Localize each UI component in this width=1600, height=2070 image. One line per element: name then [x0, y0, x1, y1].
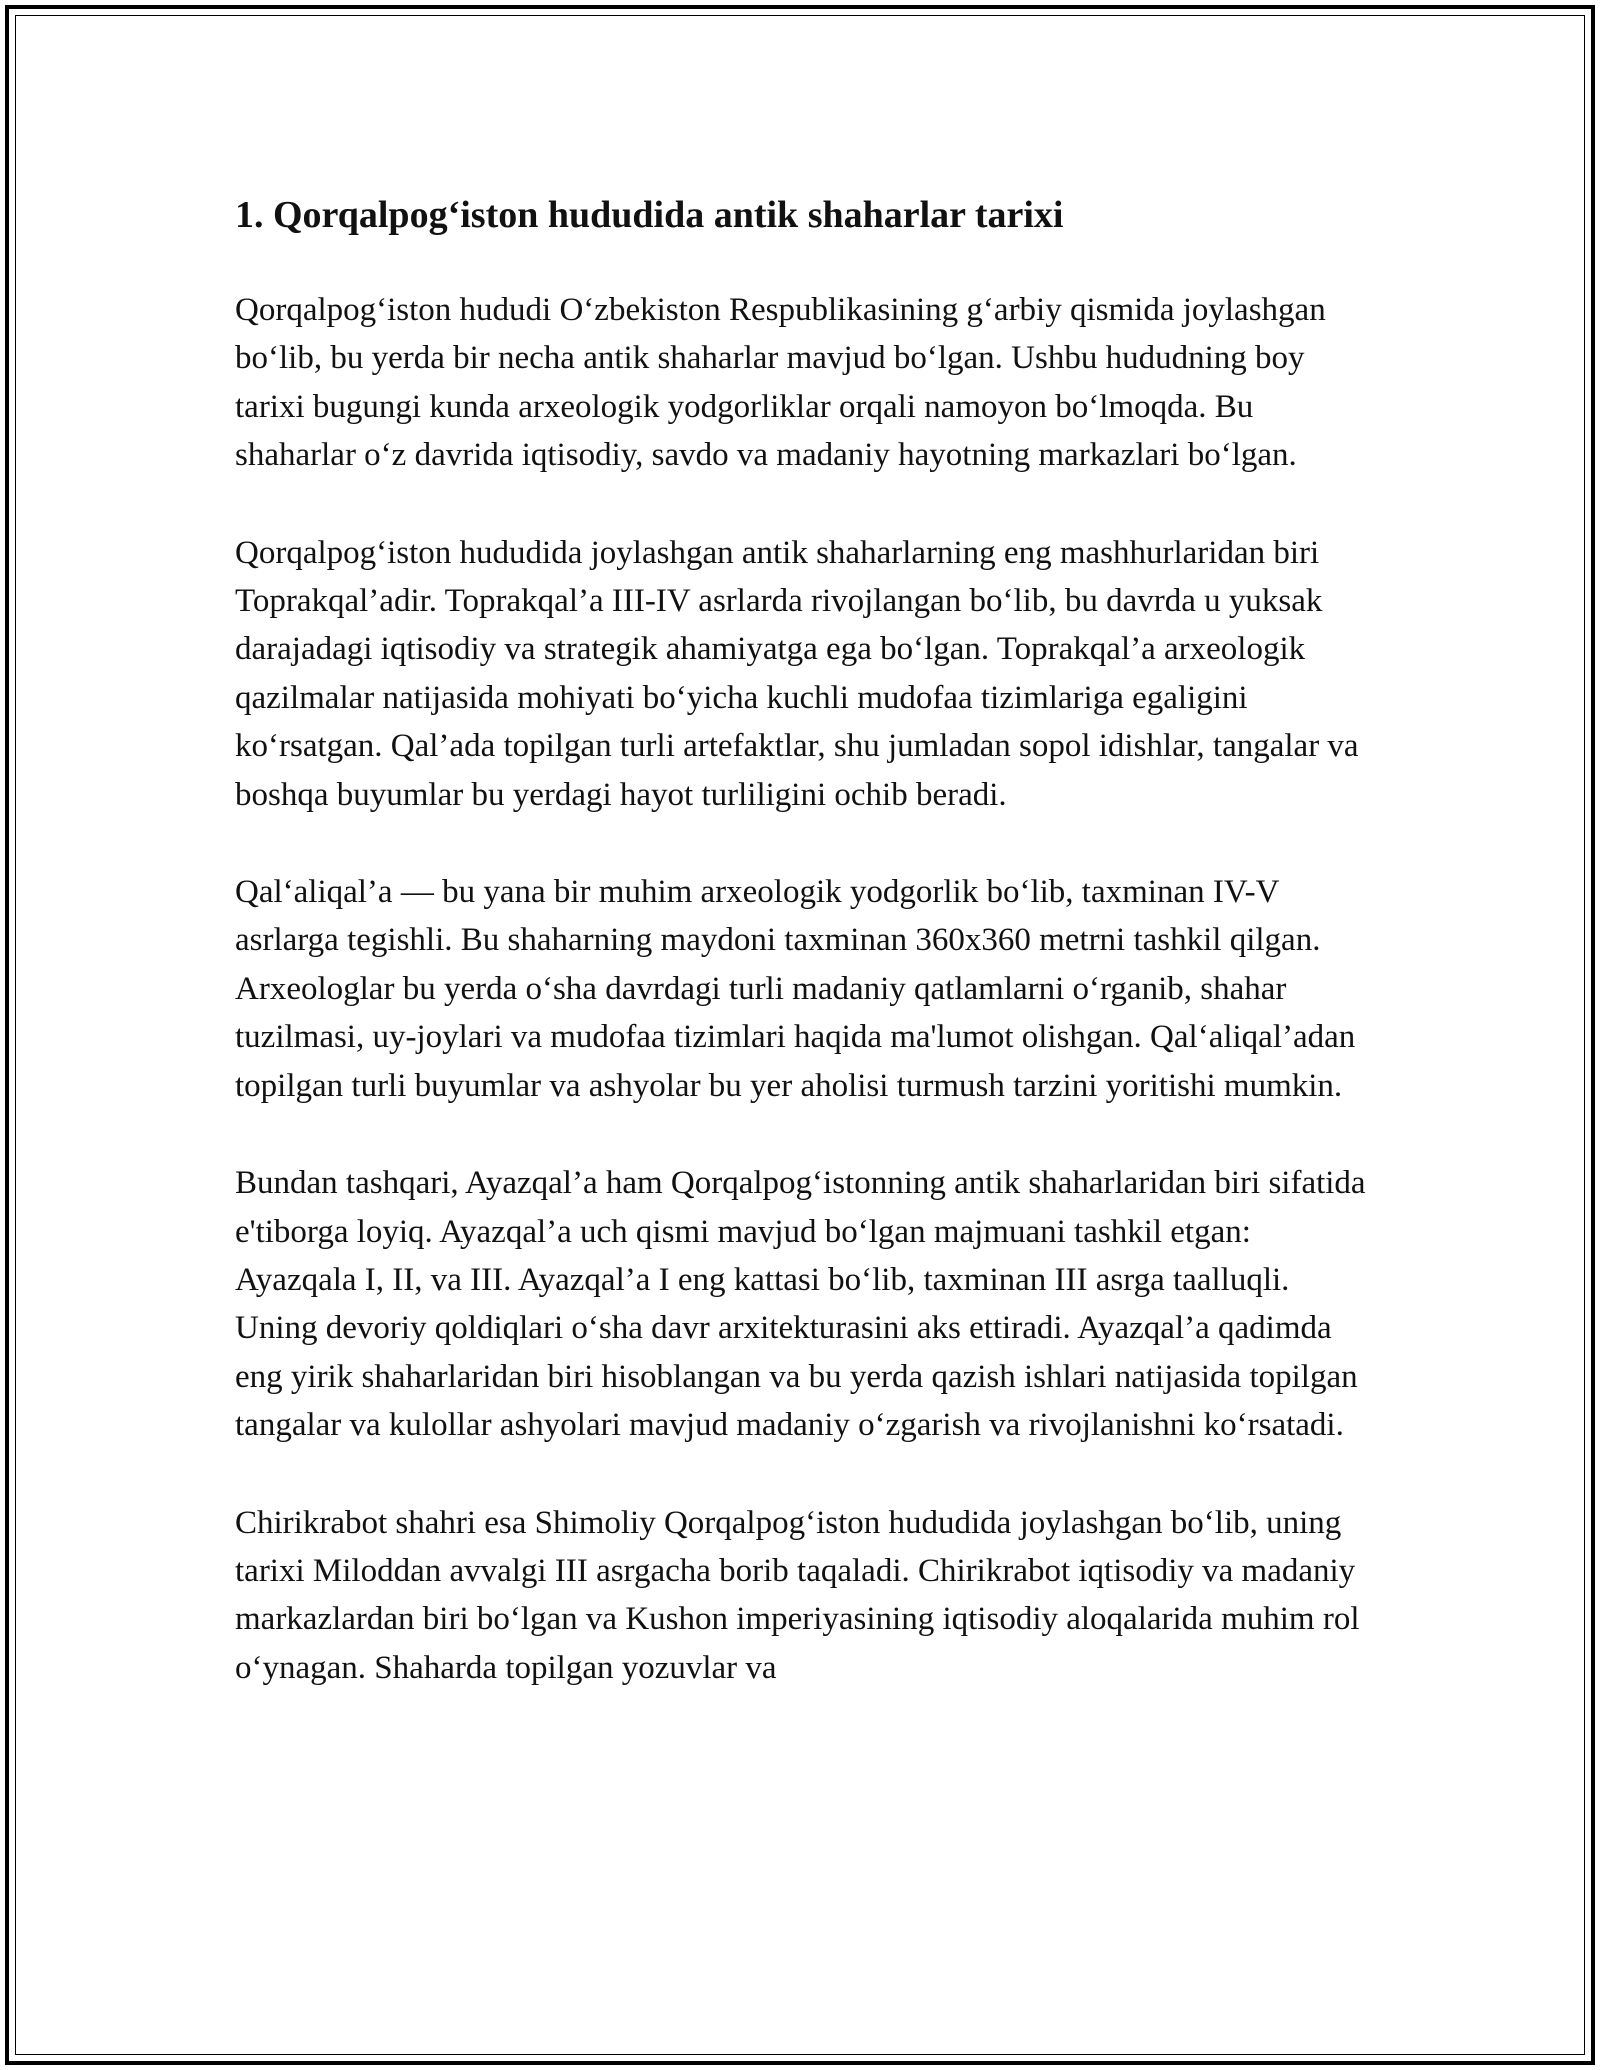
section-heading: 1. Qorqalpog‘iston hududida antik shaharlar tarixi — [235, 194, 1064, 236]
paragraph-ayazqala: Bundan tashqari, Ayazqal’a ham Qorqalpog‘istonning antik shaharlaridan biri sifatida e'tiborga loyiq. Ayazqal’a uch qismi mavjud bo‘lgan majmuani tashkil etgan: Ayazqala I, II, va III. Ayazqal’a I eng kattasi bo‘lib, taxminan III asrga taalluqli. Uning devoriy qoldiqlari o‘sha davr arxitekturasini aks ettiradi. Ayazqal’a qadimda eng yirik shaharlaridan biri hisoblangan va bu yerda qazish ishlari natijasida topilgan tangalar va kulollar ashyolari mavjud madaniy o‘zgarish va rivojlanishni ko‘rsatadi. — [235, 1165, 1366, 1444]
paragraph-toprakqala: Qorqalpog‘iston hududida joylashgan antik shaharlarning eng mashhurlaridan biri Toprakqal’adir. Toprakqal’a III-IV asrlarda rivojlangan bo‘lib, bu davrda u yuksak darajadagi iqtisodiy va strategik ahamiyatga ega bo‘lgan. Toprakqal’a arxeologik qazilmalar natijasida mohiyati bo‘yicha kuchli mudofaa tizimlariga egaligini ko‘rsatgan. Qal’ada topilgan turli artefaktlar, shu jumladan sopol idishlar, tangalar va boshqa buyumlar bu yerdagi hayot turliligini ochib beradi. — [235, 534, 1359, 813]
paragraph-qaliqala: Qal‘aliqal’a — bu yana bir muhim arxeologik yodgorlik bo‘lib, taxminan IV-V asrlarga tegishli. Bu shaharning maydoni taxminan 360x360 metrni tashkil qilgan. Arxeologlar bu yerda o‘sha davrdagi turli madaniy qatlamlarni o‘rganib, shahar tuzilmasi, uy-joylari va mudofaa tizimlari haqida ma'lumot olishgan. Qal‘aliqal’adan topilgan turli buyumlar va ashyolar bu yer aholisi turmush tarzini yoritishi mumkin. — [235, 874, 1356, 1104]
document-body — [235, 186, 1370, 1741]
paragraph-intro: Qorqalpog‘iston hududi O‘zbekiston Respublikasining g‘arbiy qismida joylashgan bo‘lib, bu yerda bir necha antik shaharlar mavjud bo‘lgan. Ushbu hududning boy tarixi bugungi kunda arxeologik yodgorliklar orqali namoyon bo‘lmoqda. Bu shaharlar o‘z davrida iqtisodiy, savdo va madaniy hayotning markazlari bo‘lgan. — [235, 292, 1326, 474]
paragraph-chirikrabot: Chirikrabot shahri esa Shimoliy Qorqalpog‘iston hududida joylashgan bo‘lib, uning tarixi Miloddan avvalgi III asrgacha borib taqaladi. Chirikrabot iqtisodiy va madaniy markazlardan biri bo‘lgan va Kushon imperiyasining iqtisodiy aloqalarida muhim rol o‘ynagan. Shaharda topilgan yozuvlar va — [235, 1504, 1360, 1686]
